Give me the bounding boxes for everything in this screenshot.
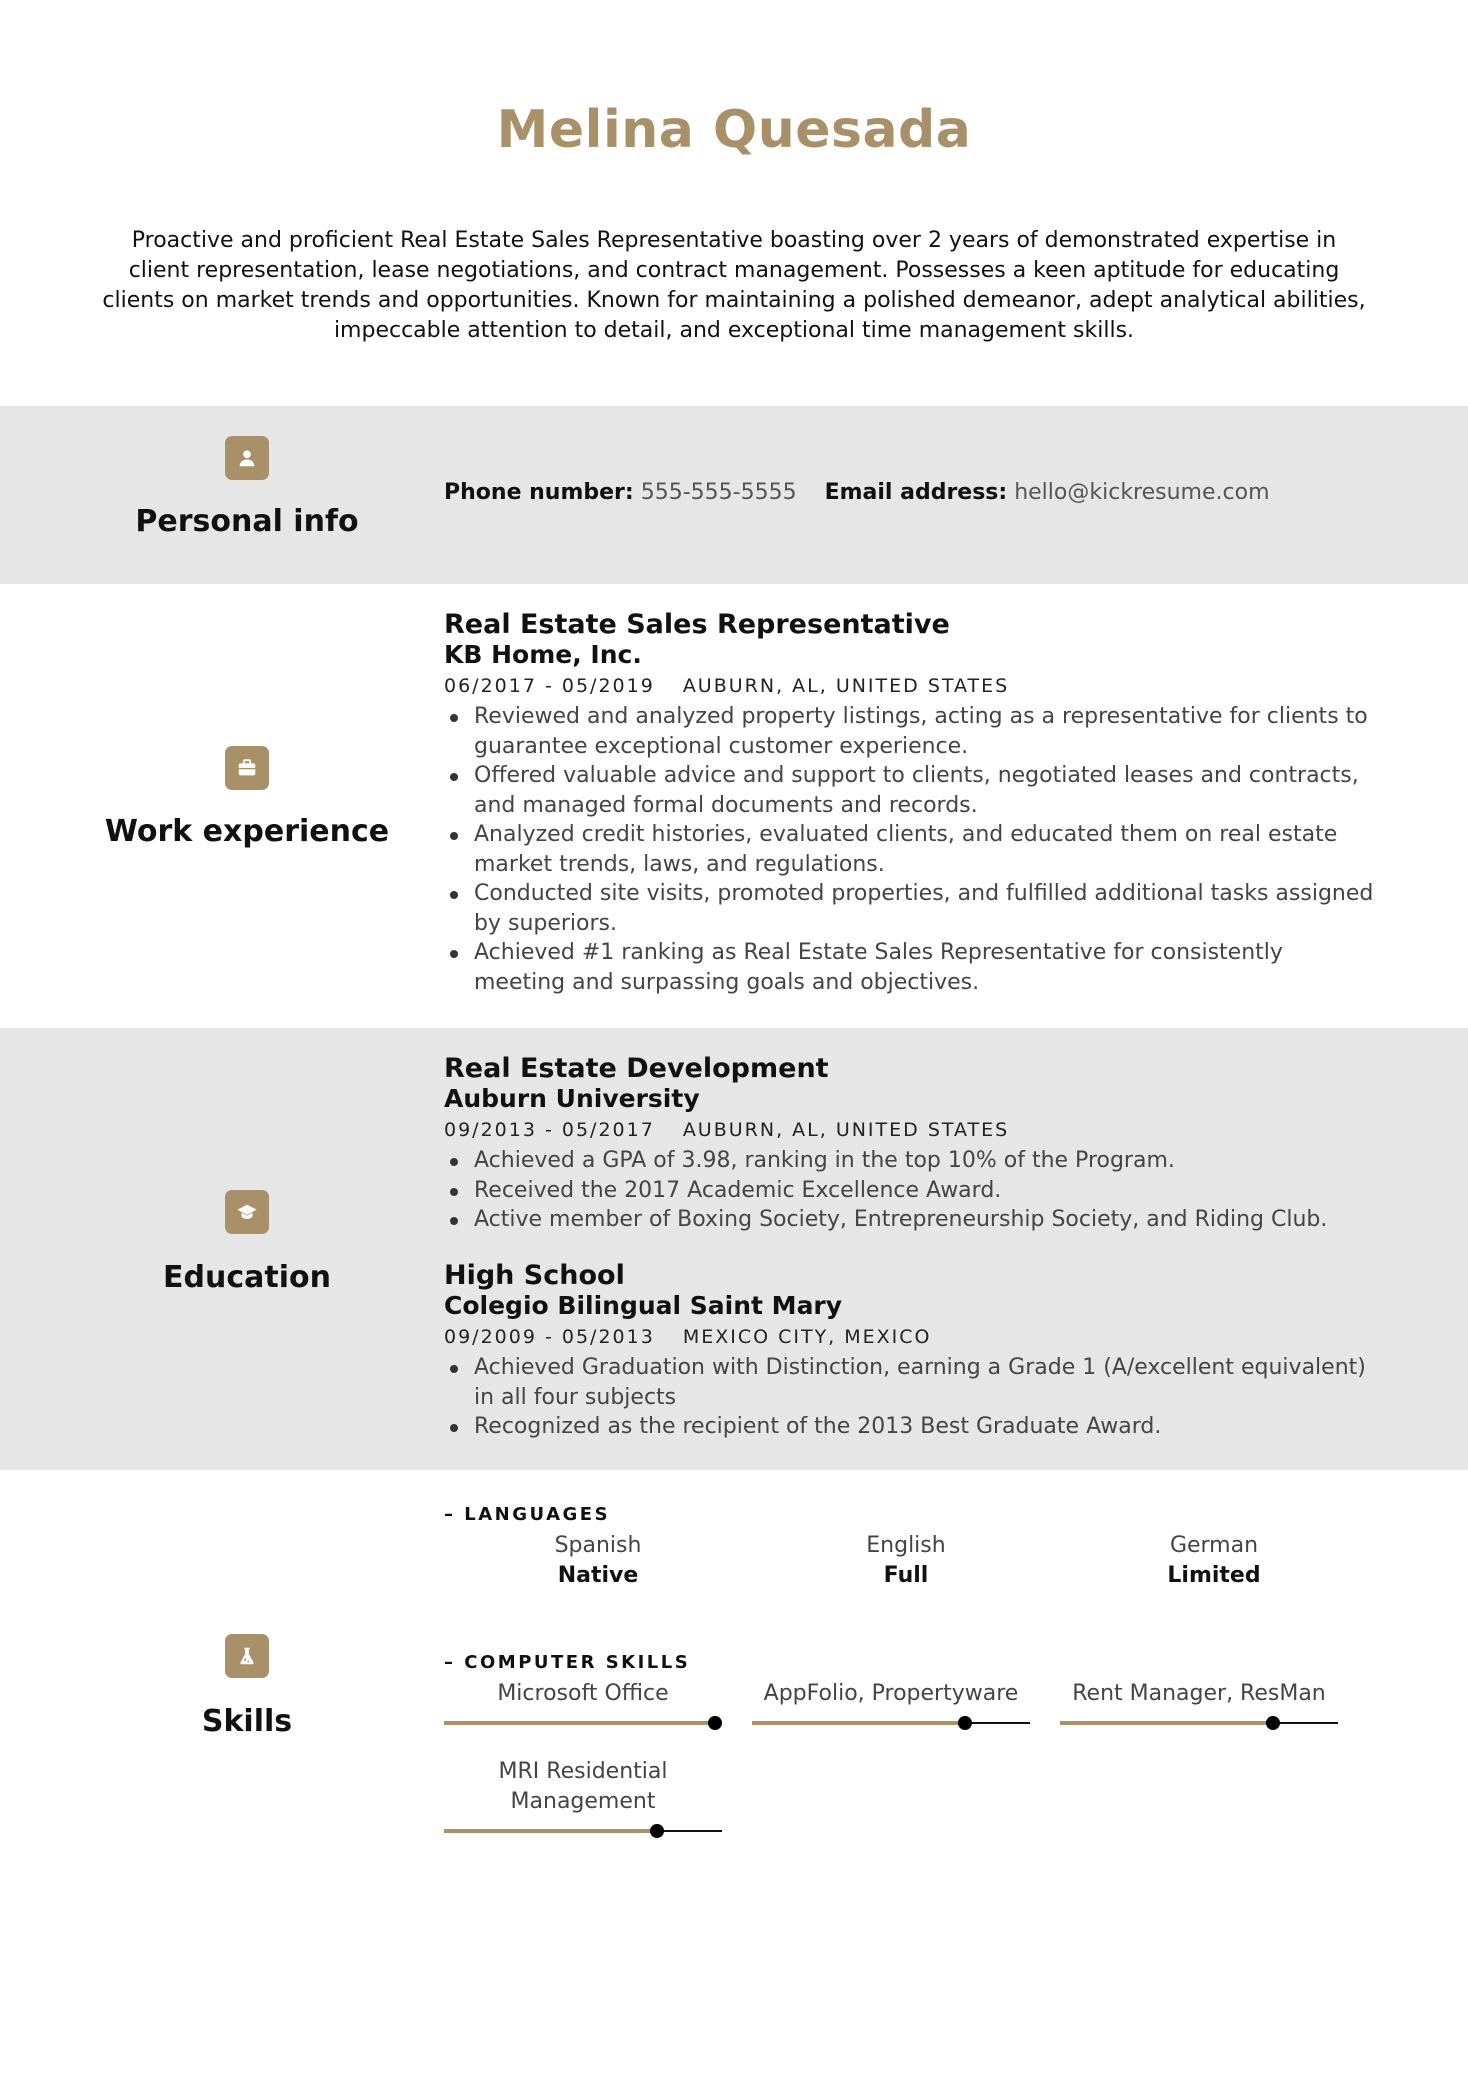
education-school: Auburn University (444, 1084, 700, 1113)
language-item (752, 1531, 1060, 1591)
education-location: MEXICO CITY, MEXICO (682, 1326, 932, 1348)
skill-level-bar (444, 1823, 722, 1839)
language-name: Spanish (554, 1533, 642, 1558)
computer-skills-block (444, 1652, 1374, 1865)
personal-info-section (0, 406, 1468, 584)
work-experience-section (0, 584, 1468, 1028)
computer-skills-list (444, 1679, 1374, 1865)
skill-name: Rent Manager, ResMan (1072, 1681, 1326, 1706)
education-dates: 09/2013 - 05/2017 (444, 1119, 655, 1141)
graduation-cap-icon (225, 1190, 269, 1234)
list-item: Conducted site visits, promoted properties, and fulfilled additional tasks assigned by superiors. (444, 879, 1374, 938)
skill-item (1060, 1679, 1368, 1731)
education-bullets (444, 1146, 1374, 1235)
flask-icon (225, 1634, 269, 1678)
list-item: Achieved #1 ranking as Real Estate Sales Representative for consistently meeting and surpassing goals and objectives. (444, 938, 1374, 997)
personal-info-title: Personal info (135, 504, 359, 539)
education-degree: High School (444, 1260, 625, 1291)
briefcase-icon (225, 746, 269, 790)
skill-level-bar (1060, 1715, 1338, 1731)
skill-name: Microsoft Office (497, 1681, 669, 1706)
education-school: Colegio Bilingual Saint Mary (444, 1291, 843, 1320)
skill-bar-knob (708, 1716, 722, 1730)
phone-value: 555-555-5555 (640, 480, 797, 505)
profile-summary: Proactive and proficient Real Estate Sales Representative boasting over 2 years of demonstrated expertise in client representation, lease negotiations, and contract management. Possesses a keen aptitude for educating clients on market trends and opportunities. Known for maintaining a polished demeanor, adept analytical abilities, impeccable attention to detail, and exceptional time management skills. (102, 228, 1366, 343)
job-bullets (444, 702, 1374, 997)
languages-list (444, 1531, 1374, 1591)
list-item: Offered valuable advice and support to clients, negotiated leases and contracts, and managed formal documents and records. (444, 761, 1374, 820)
language-item (1060, 1531, 1368, 1591)
skill-name: AppFolio, Propertyware (763, 1681, 1019, 1706)
skill-bar-fill (1060, 1721, 1273, 1725)
education-entry (444, 1261, 1374, 1442)
skills-title: Skills (201, 1704, 293, 1739)
skill-bar-knob (1266, 1716, 1280, 1730)
education-meta (444, 1116, 1374, 1144)
skill-name: MRI Residential Management (498, 1759, 668, 1814)
language-level: Limited (1167, 1563, 1261, 1588)
skill-bar-fill (444, 1829, 657, 1833)
job-company: KB Home, Inc. (444, 640, 642, 669)
language-level: Full (883, 1563, 929, 1588)
contact-line (444, 480, 1374, 505)
education-location: AUBURN, AL, UNITED STATES (682, 1119, 1010, 1141)
list-item: Recognized as the recipient of the 2013 Best Graduate Award. (444, 1412, 1374, 1442)
skill-bar-knob (650, 1824, 664, 1838)
skill-item (444, 1757, 752, 1839)
languages-block (444, 1504, 1374, 1591)
list-item: Reviewed and analyzed property listings, acting as a representative for clients to guarantee exceptional customer experience. (444, 702, 1374, 761)
computer-skills-heading: – COMPUTER SKILLS (444, 1652, 691, 1673)
languages-heading: – LANGUAGES (444, 1504, 611, 1525)
email-label: Email address: (824, 480, 1008, 505)
skills-section (0, 1470, 1468, 1890)
job-entry (444, 610, 1374, 997)
list-item: Analyzed credit histories, evaluated clients, and educated them on real estate market trends, laws, and regulations. (444, 820, 1374, 879)
education-meta (444, 1323, 1374, 1351)
education-bullets (444, 1353, 1374, 1442)
job-meta (444, 672, 1374, 700)
education-dates: 09/2009 - 05/2013 (444, 1326, 655, 1348)
skill-level-bar (752, 1715, 1030, 1731)
skill-bar-fill (444, 1721, 715, 1725)
language-name: English (866, 1533, 946, 1558)
skill-bar-fill (752, 1721, 965, 1725)
list-item: Achieved a GPA of 3.98, ranking in the top 10% of the Program. (444, 1146, 1374, 1176)
skill-level-bar (444, 1715, 722, 1731)
list-item: Received the 2017 Academic Excellence Award. (444, 1176, 1374, 1206)
candidate-name: Melina Quesada (496, 100, 972, 160)
education-title: Education (163, 1260, 331, 1295)
skill-item (752, 1679, 1060, 1731)
education-entry (444, 1054, 1374, 1235)
list-item: Active member of Boxing Society, Entrepreneurship Society, and Riding Club. (444, 1205, 1374, 1235)
skill-bar-knob (958, 1716, 972, 1730)
language-item (444, 1531, 752, 1591)
phone-label: Phone number: (444, 480, 634, 505)
job-title: Real Estate Sales Representative (444, 609, 950, 640)
education-degree: Real Estate Development (444, 1053, 829, 1084)
language-level: Native (557, 1563, 639, 1588)
work-experience-title: Work experience (104, 814, 390, 849)
email-value: hello@kickresume.com (1014, 480, 1270, 505)
skill-item (444, 1679, 752, 1731)
job-location: AUBURN, AL, UNITED STATES (682, 675, 1010, 697)
language-name: German (1169, 1533, 1259, 1558)
education-section (0, 1028, 1468, 1470)
user-icon (225, 436, 269, 480)
list-item: Achieved Graduation with Distinction, earning a Grade 1 (A/excellent equivalent) in all four subjects (444, 1353, 1374, 1412)
job-dates: 06/2017 - 05/2019 (444, 675, 655, 697)
